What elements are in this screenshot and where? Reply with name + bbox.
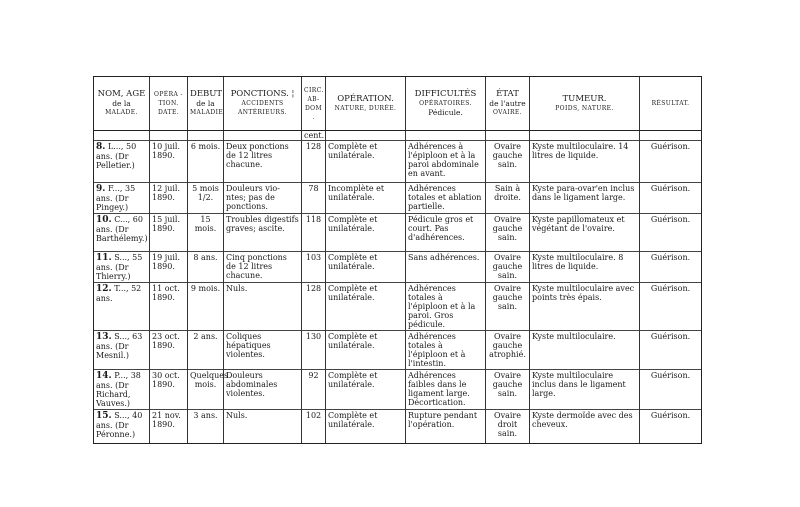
cell-operation: Complète et unilatérale. <box>326 283 406 331</box>
cell-tumeur: Kyste multiloculaire avec points très épais. <box>530 283 640 331</box>
header-tumeur: TUMEUR. POIDS, NATURE. <box>530 77 640 131</box>
header-difficultes: DIFFICULTÉS OPÉRATOIRES. Pédicule. <box>406 77 486 131</box>
cell-difficultes: Pédicule gros et court. Pas d'adhérences. <box>406 214 486 252</box>
table-row <box>94 252 702 283</box>
cell-tumeur: Kyste dermoïde avec des cheveux. <box>530 410 640 444</box>
ovariotomy-table <box>93 76 702 444</box>
cell-etat: Ovaire gauche sain. <box>486 252 530 283</box>
case-number: 10. <box>96 215 112 225</box>
table-row <box>94 283 702 331</box>
cell-ponctions: Nuls. <box>224 410 302 444</box>
cell-resultat: Guérison. <box>640 331 702 370</box>
cell-difficultes: Adhérences totales à l'épiploon et à la paroi. Gros pédicule. <box>406 283 486 331</box>
cell-nom <box>94 283 150 331</box>
header-etat: ÉTAT de l'autre OVAIRE. <box>486 77 530 131</box>
case-number: 13. <box>96 332 112 342</box>
cell-nom <box>94 331 150 370</box>
table-row <box>94 410 702 444</box>
cell-resultat: Guérison. <box>640 183 702 214</box>
cell-nom <box>94 214 150 252</box>
patient-name: F..., 35 ans. (Dr Pingey.) <box>96 184 136 212</box>
cell-etat: Ovaire gauche sain. <box>486 214 530 252</box>
patient-name: S..., 40 ans. (Dr Péronne.) <box>96 411 143 439</box>
table-row <box>94 183 702 214</box>
unit-row <box>94 131 702 141</box>
cell-debut: 2 ans. <box>188 331 224 370</box>
cell-operation: Complète et unilatérale. <box>326 370 406 410</box>
cell-date: 21 nov. 1890. <box>150 410 188 444</box>
cell-ponctions: Troubles digestifs graves; ascite. <box>224 214 302 252</box>
cell-difficultes: Sans adhérences. <box>406 252 486 283</box>
cell-etat: Ovaire gauche sain. <box>486 370 530 410</box>
case-number: 11. <box>96 253 112 263</box>
cell-debut: 9 mois. <box>188 283 224 331</box>
cell-resultat: Guérison. <box>640 283 702 331</box>
cell-difficultes: Adhérences à l'épiploon et à la paroi abdominale en avant. <box>406 141 486 183</box>
cell-date: 11 oct. 1890. <box>150 283 188 331</box>
cell-ponctions: Douleurs vio-ntes; pas de ponctions. <box>224 183 302 214</box>
header-operation: OPÉRATION. NATURE, DURÉE. <box>326 77 406 131</box>
header-resultat: RÉSULTAT. <box>640 77 702 131</box>
cell-date: 30 oct. 1890. <box>150 370 188 410</box>
cell-resultat: Guérison. <box>640 214 702 252</box>
patient-name: S..., 63 ans. (Dr Mesnil.) <box>96 332 143 360</box>
case-number: 15. <box>96 411 112 421</box>
cell-date: 12 juil. 1890. <box>150 183 188 214</box>
cell-nom <box>94 141 150 183</box>
cell-resultat: Guérison. <box>640 410 702 444</box>
cell-operation: Complète et unilatérale. <box>326 252 406 283</box>
cell-difficultes: Adhérences totales à l'épiploon et à l'intestin. <box>406 331 486 370</box>
cell-operation: Incomplète et unilatérale. <box>326 183 406 214</box>
cell-etat: Ovaire droit sain. <box>486 410 530 444</box>
case-number: 12. <box>96 284 112 294</box>
table-body <box>94 131 702 444</box>
cell-debut: 3 ans. <box>188 410 224 444</box>
cell-operation: Complète et unilatérale. <box>326 141 406 183</box>
cell-difficultes: Adhérences faibles dans le ligament large. Décortication. <box>406 370 486 410</box>
cell-tumeur: Kyste papillomateux et végétant de l'ovaire. <box>530 214 640 252</box>
cell-circ: 103 <box>302 252 326 283</box>
cell-date: 10 juil. 1890. <box>150 141 188 183</box>
cell-circ: 128 <box>302 283 326 331</box>
cell-etat: Sain à droite. <box>486 183 530 214</box>
document-sheet <box>93 76 701 439</box>
cell-debut: 8 ans. <box>188 252 224 283</box>
cell-nom <box>94 183 150 214</box>
cell-etat: Ovaire gauche sain. <box>486 283 530 331</box>
header-operation-date: OPÉRA - TION. DATE. <box>150 77 188 131</box>
cell-difficultes: Adhérences totales et ablation partielle. <box>406 183 486 214</box>
cell-etat: Ovaire gauche atrophié. <box>486 331 530 370</box>
cell-date: 19 juil. 1890. <box>150 252 188 283</box>
patient-name: T..., 52 ans. <box>96 284 142 303</box>
cell-resultat: Guérison. <box>640 141 702 183</box>
cell-circ: 130 <box>302 331 326 370</box>
patient-name: L..., 50 ans. (Dr Pelletier.) <box>96 142 137 170</box>
cell-debut: 15 mois. <box>188 214 224 252</box>
patient-name: C..., 60 ans. (Dr Barthélemy.) <box>96 215 148 243</box>
cell-circ: 128 <box>302 141 326 183</box>
patient-name: S..., 55 ans. (Dr Thierry.) <box>96 253 143 281</box>
cell-tumeur: Kyste multiloculaire. <box>530 331 640 370</box>
cell-tumeur: Kyste para-ovar'en inclus dans le ligament large. <box>530 183 640 214</box>
circ-unit: cent. <box>302 131 326 141</box>
case-number: 8. <box>96 142 106 152</box>
cell-tumeur: Kyste multiloculaire. 8 litres de liquide. <box>530 252 640 283</box>
cell-tumeur: Kyste multiloculaire inclus dans le ligament large. <box>530 370 640 410</box>
table-row <box>94 370 702 410</box>
cell-debut: 5 mois 1/2. <box>188 183 224 214</box>
cell-ponctions: Deux ponctions de 12 litres chacune. <box>224 141 302 183</box>
cell-tumeur: Kyste multiloculaire. 14 litres de liquide. <box>530 141 640 183</box>
cell-resultat: Guérison. <box>640 252 702 283</box>
table-row <box>94 141 702 183</box>
cell-nom <box>94 252 150 283</box>
cell-debut: Quelques mois. <box>188 370 224 410</box>
cell-operation: Complète et unilatérale. <box>326 214 406 252</box>
cell-operation: Complète et unilatérale. <box>326 331 406 370</box>
cell-circ: 118 <box>302 214 326 252</box>
cell-ponctions: Cinq ponctions de 12 litres chacune. <box>224 252 302 283</box>
cell-ponctions: Coliques hépatiques violentes. <box>224 331 302 370</box>
cell-date: 15 juil. 1890. <box>150 214 188 252</box>
cell-resultat: Guérison. <box>640 370 702 410</box>
cell-difficultes: Rupture pendant l'opération. <box>406 410 486 444</box>
cell-ponctions: Nuls. <box>224 283 302 331</box>
cell-operation: Complète et unilatérale. <box>326 410 406 444</box>
table-row <box>94 214 702 252</box>
cell-date: 23 oct. 1890. <box>150 331 188 370</box>
header-row <box>94 77 702 131</box>
header-nom: NOM, AGE de la MALADE. <box>94 77 150 131</box>
cell-nom <box>94 410 150 444</box>
cell-debut: 6 mois. <box>188 141 224 183</box>
header-circ: CIRC. AB- DOM . <box>302 77 326 131</box>
header-ponctions: PONCTIONS. ¦ ACCIDENTS ANTÉRIEURS. <box>224 77 302 131</box>
table-row <box>94 331 702 370</box>
case-number: 14. <box>96 371 112 381</box>
cell-nom <box>94 370 150 410</box>
cell-circ: 78 <box>302 183 326 214</box>
cell-etat: Ovaire gauche sain. <box>486 141 530 183</box>
header-debut: DEBUT de la MALADIE <box>188 77 224 131</box>
patient-name: P..., 38 ans. (Dr Richard, Vauves.) <box>96 371 141 408</box>
case-number: 9. <box>96 184 106 194</box>
cell-ponctions: Douleurs abdominales violentes. <box>224 370 302 410</box>
cell-circ: 102 <box>302 410 326 444</box>
cell-circ: 92 <box>302 370 326 410</box>
